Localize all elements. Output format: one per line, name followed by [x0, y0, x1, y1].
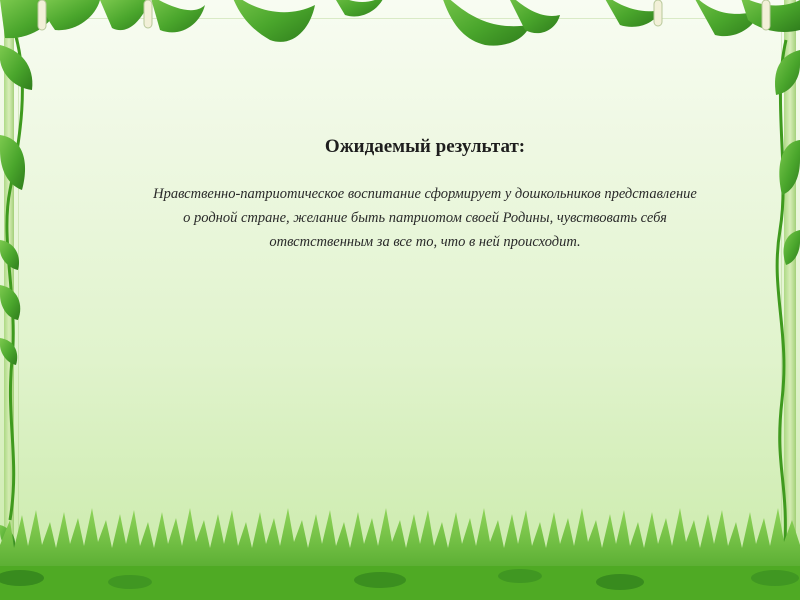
slide-body-text: Нравственно-патриотическое воспитание сформирует у дошкольников представление о родной стране, желание быть патриотом своей Родины, чувствовать себя отвстственным за все то, что в ней происходит. [153, 186, 697, 250]
slide-frame [18, 18, 782, 582]
slide-title: Ожидаемый результат: [324, 136, 526, 157]
right-vine [777, 0, 796, 600]
left-leaves [0, 45, 32, 552]
right-leaves [775, 50, 800, 265]
left-vine [4, 0, 22, 600]
top-leaves [0, 0, 800, 46]
slide-content [150, 126, 700, 254]
grass [0, 508, 800, 600]
